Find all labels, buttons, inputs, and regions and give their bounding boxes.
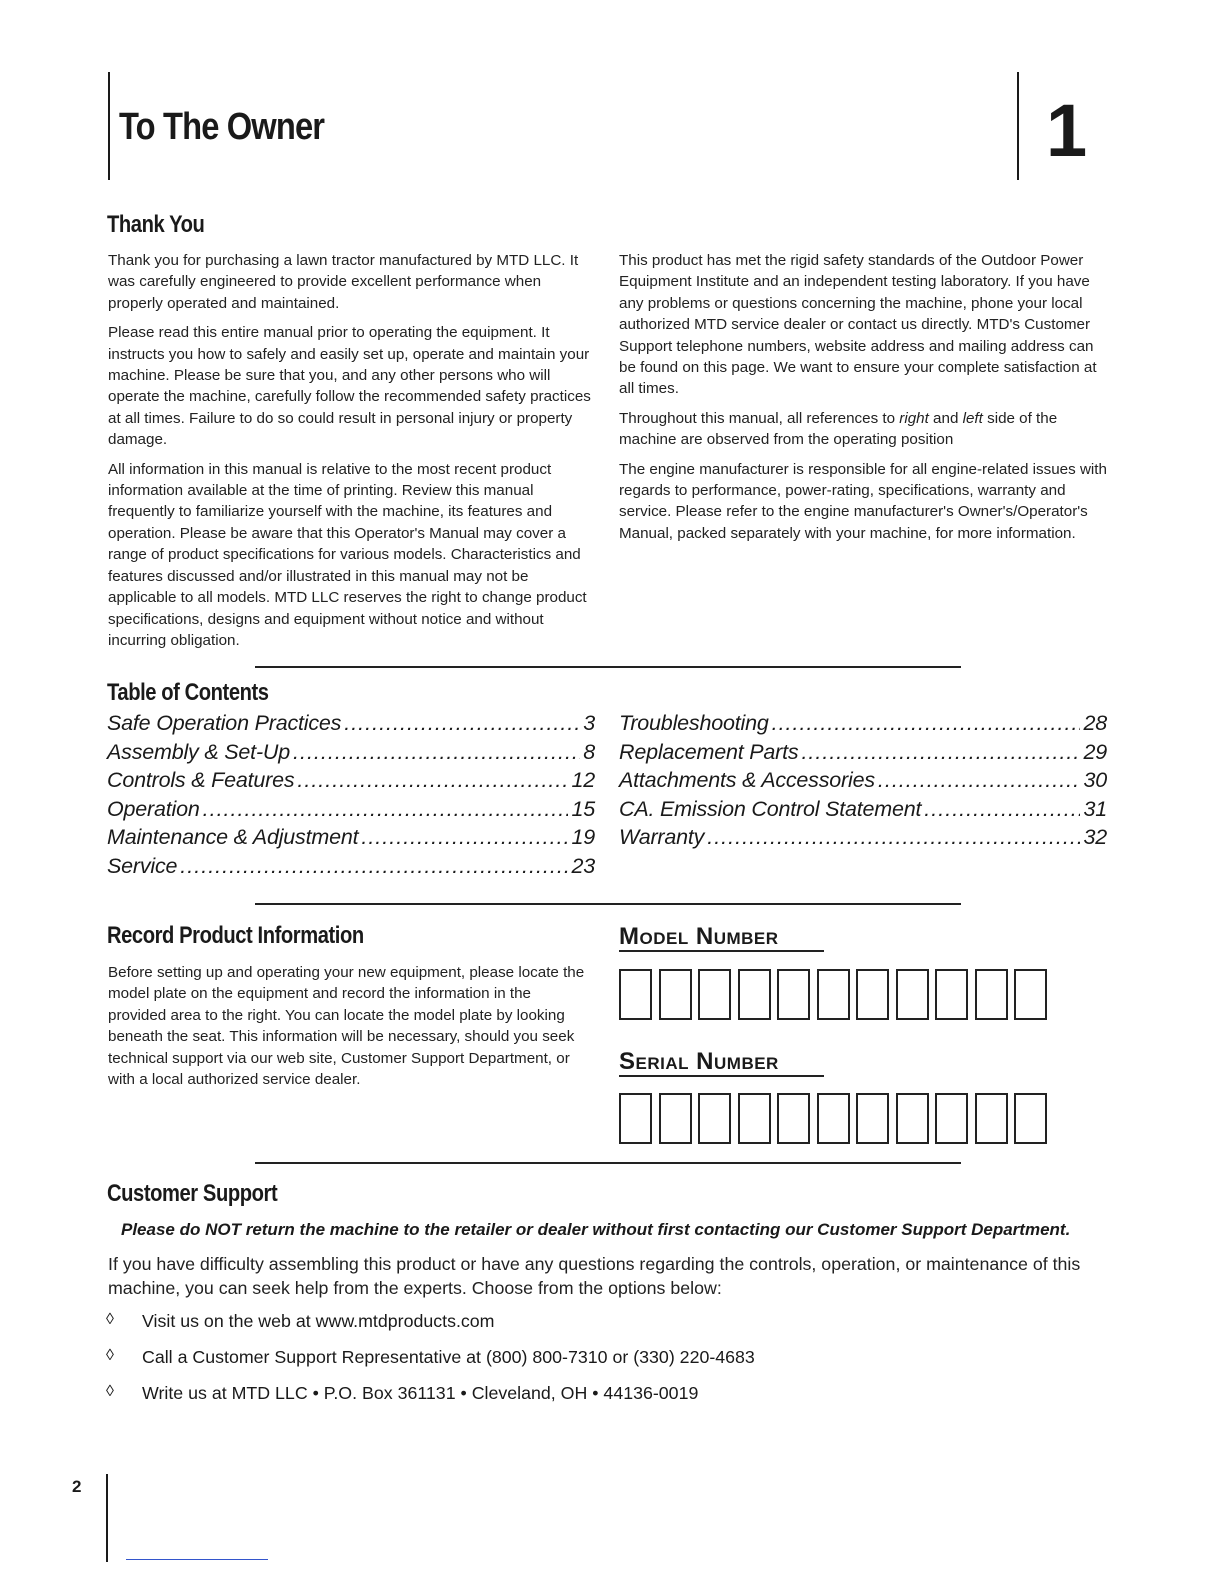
- serial-number-label: Serial Number: [619, 1048, 779, 1075]
- digit-box[interactable]: [777, 1093, 810, 1144]
- section-divider: [255, 903, 961, 905]
- digit-box[interactable]: [975, 969, 1008, 1020]
- diamond-bullet-icon: ◊: [106, 1383, 114, 1400]
- support-option-text: Write us at MTD LLC • P.O. Box 361131 • Cleveland, OH • 44136-0019: [142, 1383, 699, 1403]
- toc-page: 19: [571, 825, 595, 849]
- digit-box[interactable]: [698, 969, 731, 1020]
- toc-label: Maintenance & Adjustment: [107, 825, 359, 849]
- left-term: left: [962, 409, 983, 427]
- diamond-bullet-icon: ◊: [106, 1347, 114, 1364]
- diamond-bullet-icon: ◊: [106, 1311, 114, 1328]
- thank-you-left-column: [108, 250, 600, 659]
- toc-entry[interactable]: [619, 711, 1107, 740]
- toc-entry[interactable]: [107, 825, 595, 854]
- digit-box[interactable]: [1014, 1093, 1047, 1144]
- toc-entry[interactable]: [619, 768, 1107, 797]
- digit-box[interactable]: [817, 969, 850, 1020]
- toc-label: Operation: [107, 796, 200, 821]
- model-label-underline: [619, 950, 824, 952]
- toc-page: 12: [571, 768, 595, 792]
- toc-entry[interactable]: [619, 825, 1107, 854]
- digit-box[interactable]: [975, 1093, 1008, 1144]
- toc-entry[interactable]: [107, 711, 595, 740]
- toc-page: 32: [1083, 825, 1107, 849]
- support-option: [106, 1311, 495, 1332]
- safety-standards-paragraph: This product has met the rigid safety standards of the Outdoor Power Equipment Institute and an independent testing laboratory. If you have any problems or questions concerning the machine, phone your local authorized MTD service dealer or contact us directly. MTD's Customer Support telephone numbers, website address and mailing address can be found on this page. We want to ensure your complete satisfaction at all times.: [619, 252, 1097, 398]
- toc-page: 31: [1083, 796, 1107, 821]
- digit-box[interactable]: [619, 1093, 652, 1144]
- digit-box[interactable]: [935, 1093, 968, 1144]
- footer-link-line: [126, 1559, 268, 1560]
- toc-label: Service: [107, 853, 178, 878]
- support-option: [106, 1383, 698, 1404]
- digit-box[interactable]: [738, 1093, 771, 1144]
- orientation-text: Throughout this manual, all references to: [619, 409, 900, 427]
- toc-label: Safe Operation Practices: [107, 711, 342, 735]
- digit-box[interactable]: [817, 1093, 850, 1144]
- toc-label: CA. Emission Control Statement: [619, 796, 922, 821]
- page-title: To The Owner: [119, 106, 325, 148]
- orientation-text: side of the machine are observed from the operating position: [619, 409, 1058, 449]
- toc-right-column: [619, 711, 1107, 854]
- digit-box[interactable]: [659, 969, 692, 1020]
- digit-box[interactable]: [856, 969, 889, 1020]
- record-body: Before setting up and operating your new equipment, please locate the model plate on the equipment and record the information in the provided area to the right. You can locate the model plate by looking beneath the seat. This information will be necessary, should you seek technical support via our web site, Customer Support Department, or with a local authorized service dealer.: [108, 964, 585, 1089]
- toc-page: 29: [1083, 739, 1107, 764]
- toc-label: Assembly & Set-Up: [107, 739, 290, 764]
- toc-label: Troubleshooting: [619, 711, 769, 735]
- digit-box[interactable]: [659, 1093, 692, 1144]
- page-number: 2: [72, 1477, 82, 1496]
- toc-label: Controls & Features: [107, 768, 295, 792]
- support-option: [106, 1347, 755, 1368]
- toc-page: 8: [583, 739, 595, 764]
- digit-box[interactable]: [856, 1093, 889, 1144]
- chapter-number: 1: [1046, 89, 1088, 172]
- digit-box[interactable]: [777, 969, 810, 1020]
- toc-entry[interactable]: [107, 740, 595, 769]
- support-intro: If you have difficulty assembling this product or have any questions regarding the controls, operation, or maintenance of this machine, you can seek help from the experts. Choose from the options below:: [108, 1254, 1081, 1298]
- model-number-label: Model Number: [619, 923, 779, 950]
- footer-rule: [106, 1474, 108, 1562]
- toc-page: 28: [1083, 711, 1107, 735]
- toc-entry[interactable]: [107, 797, 595, 826]
- digit-box[interactable]: [738, 969, 771, 1020]
- section-divider: [255, 1162, 961, 1164]
- digit-box[interactable]: [619, 969, 652, 1020]
- thank-you-paragraph: All information in this manual is relative to the most recent product information available at the time of printing. Review this manual frequently to familiarize yourself with the machine, its features and operation. Please be aware that this Operator's Manual may cover a range of product specifications for various models. Characteristics and features discussed and/or illustrated in this manual may not be applicable to all models. MTD LLC reserves the right to change product specifications, designs and equipment without notice and without incurring obligation.: [108, 460, 587, 649]
- chapter-rule: [1017, 72, 1019, 180]
- support-option-text[interactable]: Visit us on the web at www.mtdproducts.com: [142, 1311, 495, 1331]
- serial-number-boxes[interactable]: [619, 1093, 1047, 1144]
- orientation-text: and: [928, 409, 963, 427]
- section-divider: [255, 666, 961, 668]
- digit-box[interactable]: [935, 969, 968, 1020]
- record-heading: Record Product Information: [107, 922, 364, 949]
- toc-label: Attachments & Accessories: [619, 768, 875, 792]
- toc-entry[interactable]: [619, 797, 1107, 826]
- support-heading: Customer Support: [107, 1180, 278, 1207]
- support-option-text[interactable]: Call a Customer Support Representative at (800) 800-7310 or (330) 220-4683: [142, 1347, 755, 1367]
- toc-page: 15: [571, 796, 595, 821]
- engine-paragraph: The engine manufacturer is responsible for all engine-related issues with regards to performance, power-rating, specifications, warranty and service. Please refer to the engine manufacturer's Owner's/Operator's Manual, packed separately with your machine, for more information.: [619, 460, 1107, 542]
- toc-page: 3: [583, 711, 595, 735]
- toc-left-column: [107, 711, 595, 882]
- digit-box[interactable]: [896, 969, 929, 1020]
- support-warning: Please do NOT return the machine to the retailer or dealer without first contacting our Customer Support Department.: [121, 1220, 1071, 1239]
- serial-label-underline: [619, 1075, 824, 1077]
- toc-entry[interactable]: [619, 740, 1107, 769]
- toc-label: Warranty: [619, 825, 705, 849]
- digit-box[interactable]: [698, 1093, 731, 1144]
- toc-page: 23: [571, 853, 595, 878]
- title-rule: [108, 72, 110, 180]
- thank-you-right-column: [619, 250, 1113, 552]
- thank-you-paragraph: Thank you for purchasing a lawn tractor manufactured by MTD LLC. It was carefully engineered to provide excellent performance when properly operated and maintained.: [108, 252, 579, 312]
- thank-you-heading: Thank You: [107, 211, 205, 238]
- right-term: right: [899, 409, 929, 427]
- toc-entry[interactable]: [107, 768, 595, 797]
- toc-page: 30: [1083, 768, 1107, 792]
- digit-box[interactable]: [1014, 969, 1047, 1020]
- thank-you-paragraph: Please read this entire manual prior to operating the equipment. It instructs you how to safely and easily set up, operate and maintain your machine. Please be sure that you, and any other persons who will operate the machine, carefully follow the recommended safety practices at all times. Failure to do so could result in personal injury or property damage.: [108, 324, 591, 449]
- toc-label: Replacement Parts: [619, 739, 799, 764]
- digit-box[interactable]: [896, 1093, 929, 1144]
- toc-entry[interactable]: [107, 854, 595, 883]
- orientation-paragraph: [619, 408, 1113, 451]
- model-number-boxes[interactable]: [619, 969, 1047, 1020]
- toc-heading: Table of Contents: [107, 679, 269, 706]
